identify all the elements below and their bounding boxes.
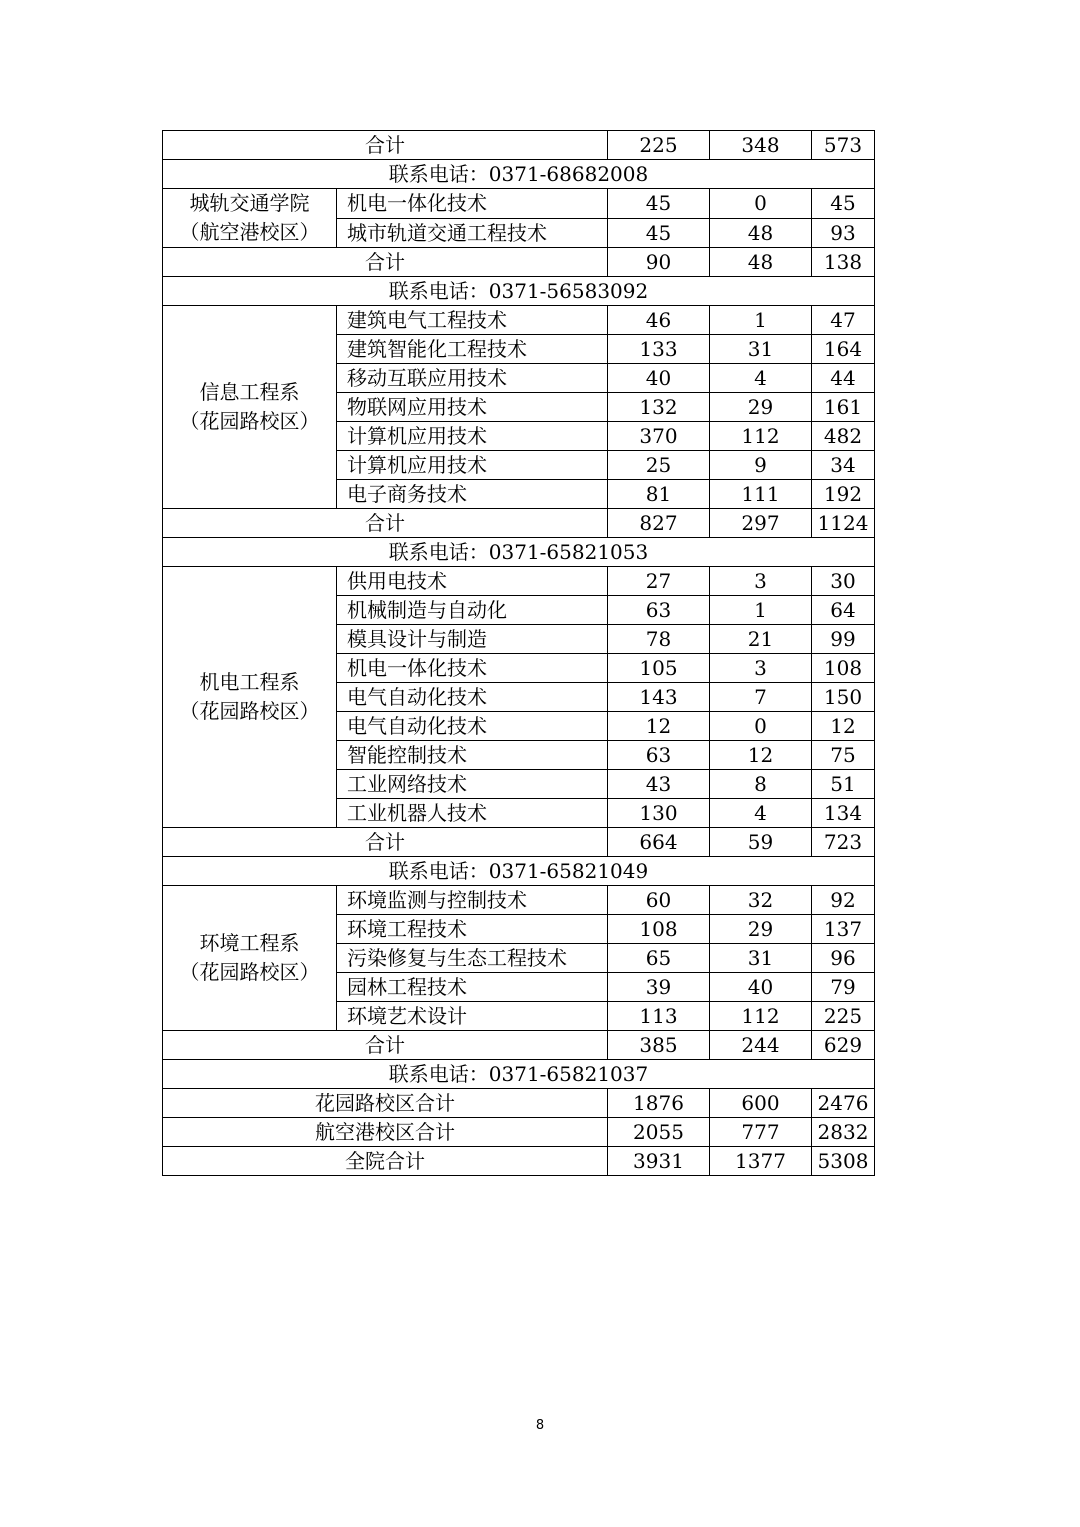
contact-phone: 联系电话：0371-56583092 (163, 277, 875, 306)
value-3-cell: 482 (812, 422, 875, 451)
value-1-cell: 827 (608, 509, 710, 538)
phone-row (163, 857, 875, 886)
department-campus: （航空港校区） (179, 220, 320, 244)
phone-row (163, 538, 875, 567)
value-3-cell: 96 (812, 944, 875, 973)
total-label: 合计 (163, 509, 608, 538)
value-2-cell: 29 (710, 915, 812, 944)
major-name: 移动互联应用技术 (337, 364, 608, 393)
value-1-cell: 63 (608, 741, 710, 770)
value-3-cell: 5308 (812, 1147, 875, 1176)
value-3-cell: 64 (812, 596, 875, 625)
value-3-cell: 137 (812, 915, 875, 944)
major-name: 模具设计与制造 (337, 625, 608, 654)
total-label: 合计 (163, 828, 608, 857)
total-label: 花园路校区合计 (163, 1089, 608, 1118)
major-name: 机电一体化技术 (337, 189, 608, 219)
contact-phone: 联系电话：0371-65821049 (163, 857, 875, 886)
major-name: 计算机应用技术 (337, 451, 608, 480)
phone-row (163, 277, 875, 306)
total-row (163, 1147, 875, 1176)
value-1-cell: 385 (608, 1031, 710, 1060)
value-1-cell: 143 (608, 683, 710, 712)
major-name: 物联网应用技术 (337, 393, 608, 422)
value-1-cell: 370 (608, 422, 710, 451)
major-name: 建筑电气工程技术 (337, 306, 608, 335)
value-3-cell: 44 (812, 364, 875, 393)
value-2-cell: 1377 (710, 1147, 812, 1176)
value-1-cell: 2055 (608, 1118, 710, 1147)
value-1-cell: 43 (608, 770, 710, 799)
department-name: 城轨交通学院 (189, 191, 310, 215)
value-2-cell: 4 (710, 364, 812, 393)
total-label: 合计 (163, 1031, 608, 1060)
value-2-cell: 112 (710, 1002, 812, 1031)
major-name: 计算机应用技术 (337, 422, 608, 451)
value-3-cell: 192 (812, 480, 875, 509)
total-row (163, 1118, 875, 1147)
value-2-cell: 8 (710, 770, 812, 799)
value-3-cell: 79 (812, 973, 875, 1002)
value-3-cell: 134 (812, 799, 875, 828)
value-2-cell: 1 (710, 596, 812, 625)
major-name: 机电一体化技术 (337, 654, 608, 683)
value-1-cell: 1876 (608, 1089, 710, 1118)
total-row (163, 828, 875, 857)
major-row (163, 886, 875, 915)
value-2-cell: 777 (710, 1118, 812, 1147)
value-2-cell: 48 (710, 218, 812, 248)
total-row (163, 1031, 875, 1060)
department-campus: （花园路校区） (179, 409, 320, 433)
value-1-cell: 225 (608, 131, 710, 160)
value-3-cell: 51 (812, 770, 875, 799)
major-name: 污染修复与生态工程技术 (337, 944, 608, 973)
total-row (163, 248, 875, 277)
value-1-cell: 45 (608, 218, 710, 248)
table-body (163, 131, 875, 1176)
value-1-cell: 130 (608, 799, 710, 828)
total-row (163, 509, 875, 538)
total-label: 全院合计 (163, 1147, 608, 1176)
value-3-cell: 150 (812, 683, 875, 712)
value-2-cell: 59 (710, 828, 812, 857)
department-name: 环境工程系 (199, 931, 300, 955)
value-3-cell: 47 (812, 306, 875, 335)
value-1-cell: 25 (608, 451, 710, 480)
major-name: 工业机器人技术 (337, 799, 608, 828)
value-3-cell: 164 (812, 335, 875, 364)
value-3-cell: 629 (812, 1031, 875, 1060)
major-name: 电气自动化技术 (337, 712, 608, 741)
value-1-cell: 60 (608, 886, 710, 915)
major-row (163, 567, 875, 596)
page-number: 8 (535, 1418, 545, 1433)
value-2-cell: 3 (710, 567, 812, 596)
value-3-cell: 30 (812, 567, 875, 596)
value-1-cell: 90 (608, 248, 710, 277)
total-label: 航空港校区合计 (163, 1118, 608, 1147)
value-1-cell: 664 (608, 828, 710, 857)
value-2-cell: 7 (710, 683, 812, 712)
value-3-cell: 45 (812, 189, 875, 219)
total-row (163, 1089, 875, 1118)
department-campus: （花园路校区） (179, 699, 320, 723)
value-2-cell: 111 (710, 480, 812, 509)
value-2-cell: 21 (710, 625, 812, 654)
value-1-cell: 132 (608, 393, 710, 422)
major-name: 机械制造与自动化 (337, 596, 608, 625)
value-2-cell: 348 (710, 131, 812, 160)
department-campus: （花园路校区） (179, 960, 320, 984)
total-label: 合计 (163, 248, 608, 277)
value-2-cell: 31 (710, 944, 812, 973)
value-1-cell: 40 (608, 364, 710, 393)
major-name: 工业网络技术 (337, 770, 608, 799)
value-2-cell: 297 (710, 509, 812, 538)
value-3-cell: 108 (812, 654, 875, 683)
value-2-cell: 31 (710, 335, 812, 364)
major-row (163, 306, 875, 335)
value-3-cell: 2832 (812, 1118, 875, 1147)
value-1-cell: 39 (608, 973, 710, 1002)
contact-phone: 联系电话：0371-65821037 (163, 1060, 875, 1089)
enrollment-table (162, 130, 875, 1176)
major-row (163, 189, 875, 219)
value-2-cell: 12 (710, 741, 812, 770)
department-name: 信息工程系 (199, 380, 300, 404)
major-name: 供用电技术 (337, 567, 608, 596)
total-row (163, 131, 875, 160)
contact-phone: 联系电话：0371-68682008 (163, 160, 875, 189)
value-1-cell: 105 (608, 654, 710, 683)
value-2-cell: 29 (710, 393, 812, 422)
value-2-cell: 40 (710, 973, 812, 1002)
total-label: 合计 (163, 131, 608, 160)
phone-row (163, 1060, 875, 1089)
value-1-cell: 113 (608, 1002, 710, 1031)
value-3-cell: 92 (812, 886, 875, 915)
department-cell (163, 886, 337, 1031)
major-name: 园林工程技术 (337, 973, 608, 1002)
value-2-cell: 3 (710, 654, 812, 683)
contact-phone: 联系电话：0371-65821053 (163, 538, 875, 567)
major-name: 电子商务技术 (337, 480, 608, 509)
value-1-cell: 81 (608, 480, 710, 509)
value-2-cell: 1 (710, 306, 812, 335)
value-3-cell: 2476 (812, 1089, 875, 1118)
department-cell (163, 189, 337, 248)
value-3-cell: 161 (812, 393, 875, 422)
value-2-cell: 244 (710, 1031, 812, 1060)
value-2-cell: 9 (710, 451, 812, 480)
value-3-cell: 34 (812, 451, 875, 480)
value-3-cell: 1124 (812, 509, 875, 538)
value-3-cell: 12 (812, 712, 875, 741)
value-1-cell: 12 (608, 712, 710, 741)
value-3-cell: 75 (812, 741, 875, 770)
value-2-cell: 48 (710, 248, 812, 277)
major-name: 智能控制技术 (337, 741, 608, 770)
department-cell (163, 567, 337, 828)
major-name: 环境艺术设计 (337, 1002, 608, 1031)
value-3-cell: 138 (812, 248, 875, 277)
value-1-cell: 27 (608, 567, 710, 596)
value-1-cell: 46 (608, 306, 710, 335)
value-1-cell: 133 (608, 335, 710, 364)
major-name: 城市轨道交通工程技术 (337, 218, 608, 248)
value-1-cell: 3931 (608, 1147, 710, 1176)
phone-row (163, 160, 875, 189)
value-2-cell: 0 (710, 712, 812, 741)
value-2-cell: 600 (710, 1089, 812, 1118)
value-3-cell: 573 (812, 131, 875, 160)
value-2-cell: 4 (710, 799, 812, 828)
major-name: 建筑智能化工程技术 (337, 335, 608, 364)
value-1-cell: 65 (608, 944, 710, 973)
value-3-cell: 723 (812, 828, 875, 857)
value-2-cell: 32 (710, 886, 812, 915)
major-name: 环境工程技术 (337, 915, 608, 944)
value-3-cell: 99 (812, 625, 875, 654)
major-name: 环境监测与控制技术 (337, 886, 608, 915)
value-2-cell: 0 (710, 189, 812, 219)
value-3-cell: 93 (812, 218, 875, 248)
value-2-cell: 112 (710, 422, 812, 451)
major-name: 电气自动化技术 (337, 683, 608, 712)
value-1-cell: 108 (608, 915, 710, 944)
value-1-cell: 63 (608, 596, 710, 625)
department-name: 机电工程系 (199, 670, 300, 694)
value-1-cell: 45 (608, 189, 710, 219)
department-cell (163, 306, 337, 509)
value-3-cell: 225 (812, 1002, 875, 1031)
value-1-cell: 78 (608, 625, 710, 654)
